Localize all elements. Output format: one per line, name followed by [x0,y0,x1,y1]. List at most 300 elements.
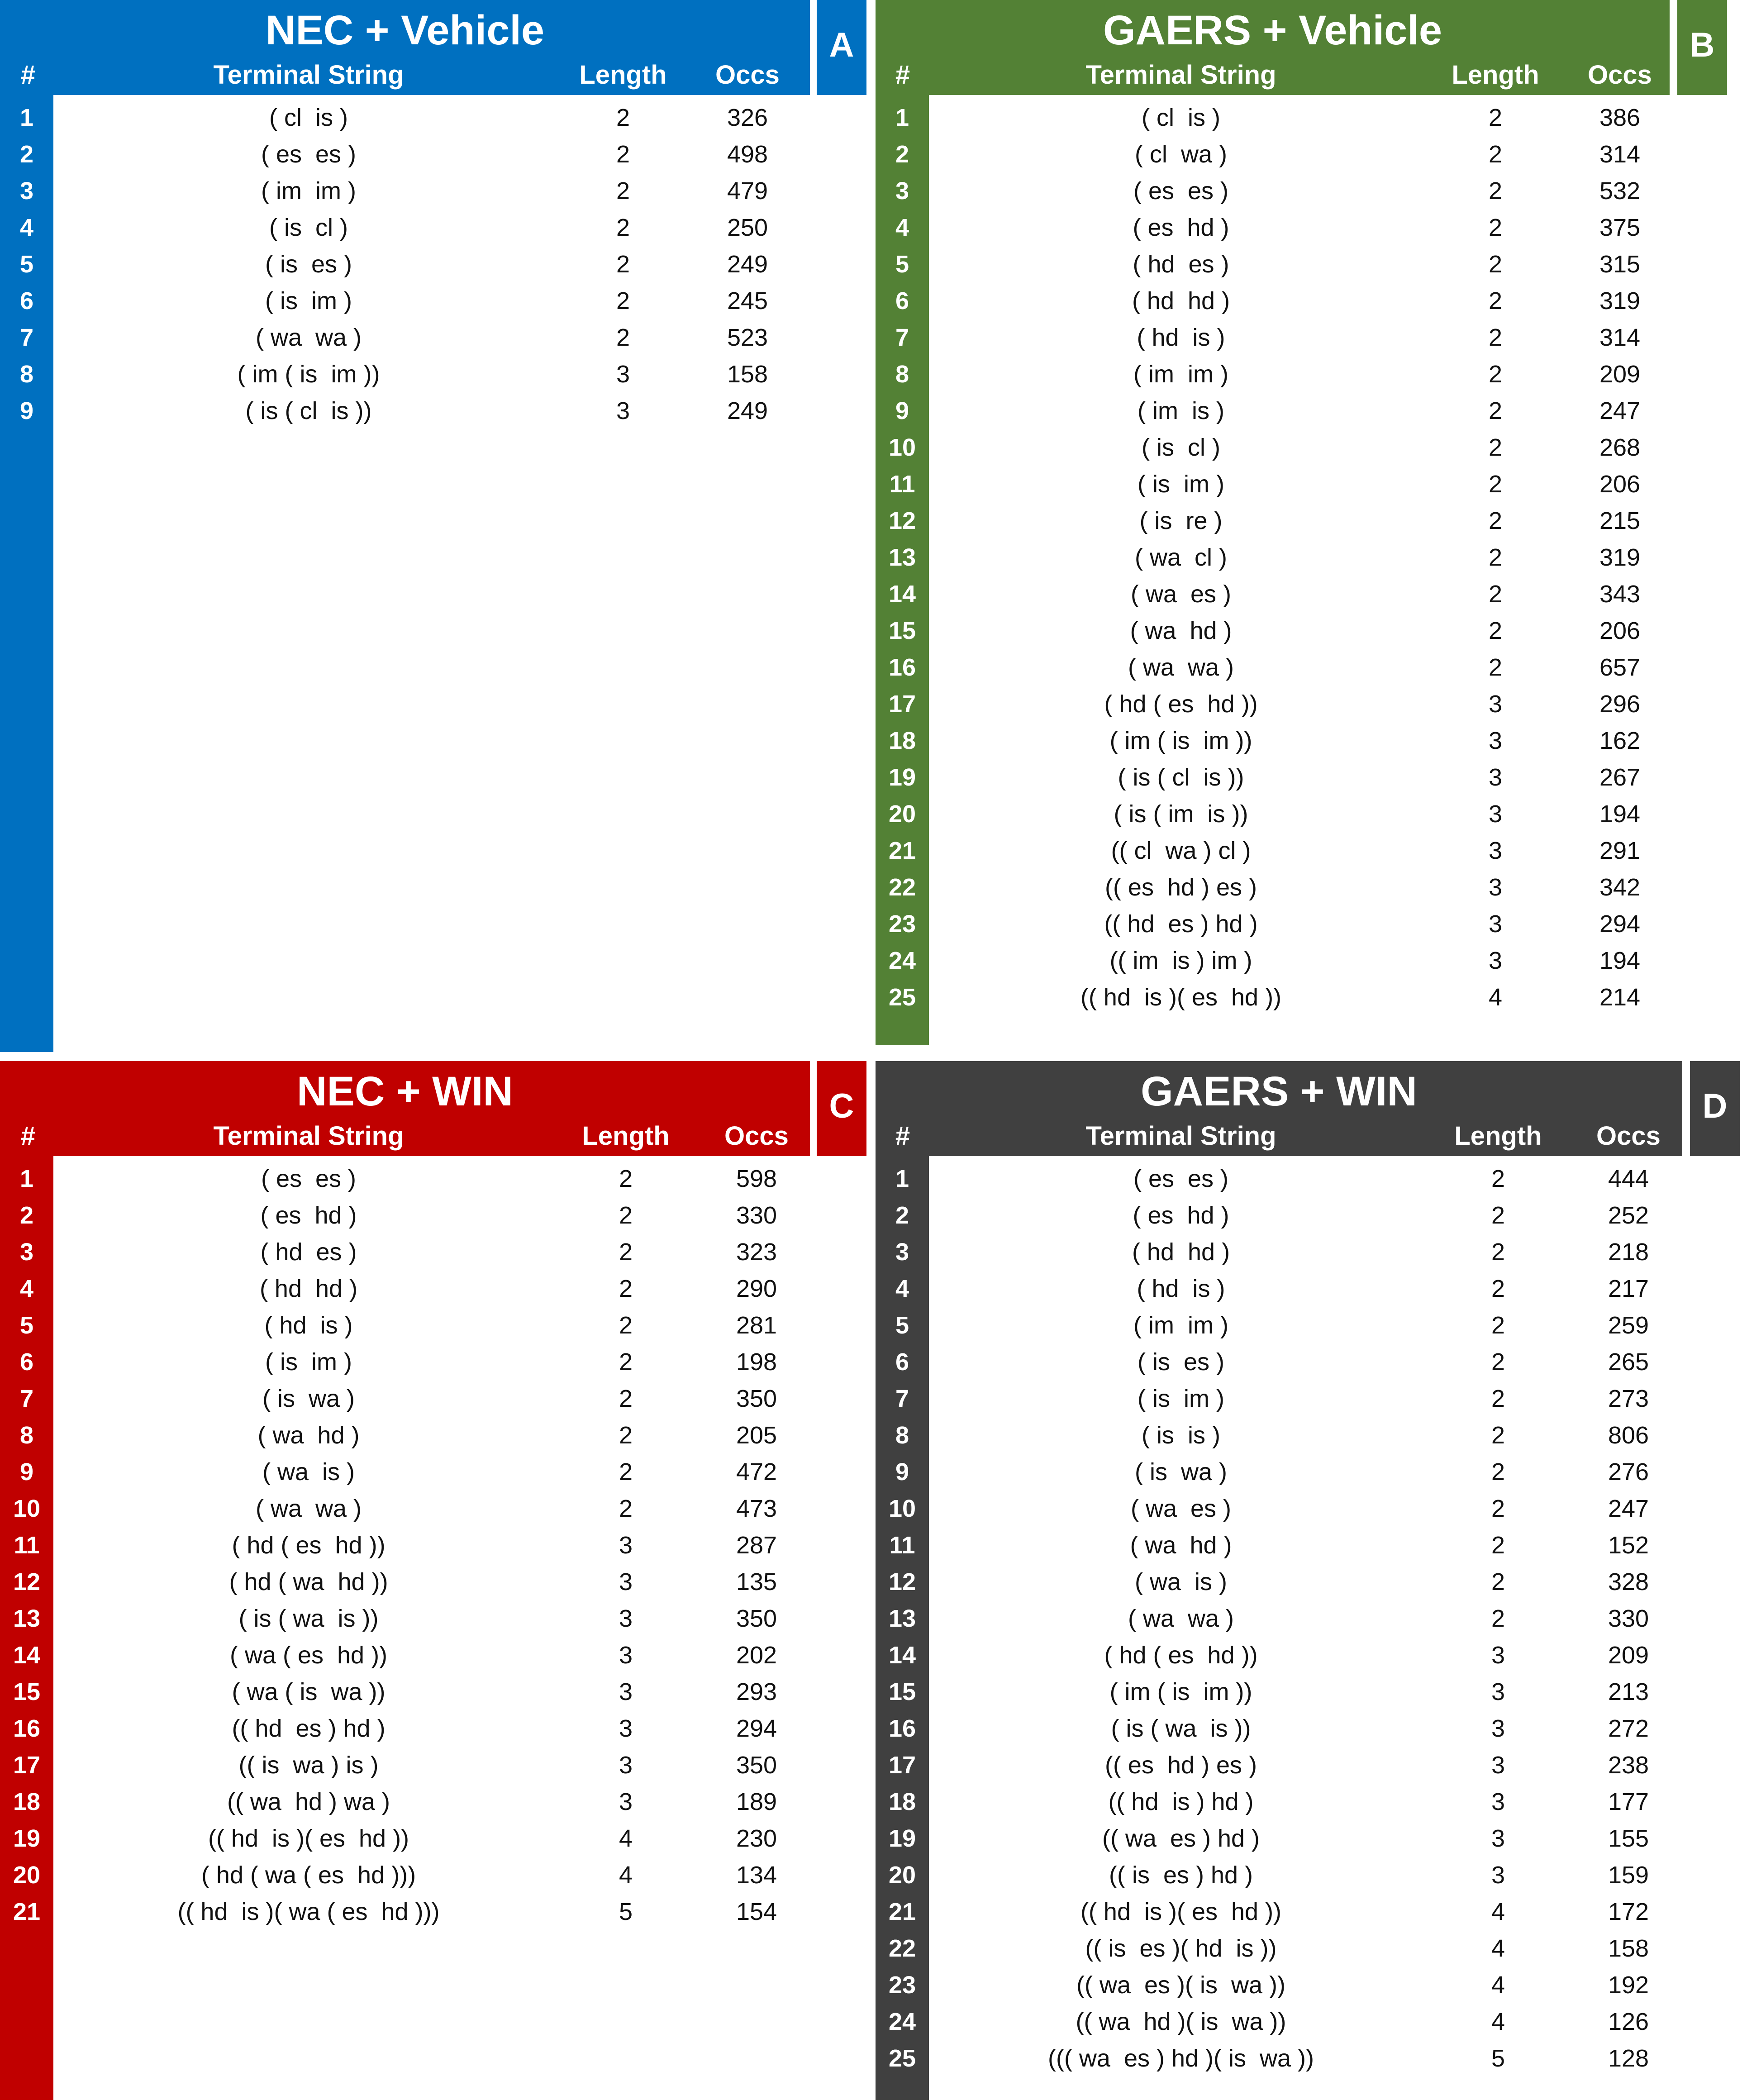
terminal-string: ( im ( is im )) [1109,727,1252,754]
length-value: 4 [1491,1935,1505,1962]
length-value: 2 [1488,287,1503,314]
table-row [876,466,1742,502]
row-index: 16 [888,654,916,681]
terminal-string: ( wa wa ) [255,324,362,351]
table-row [876,210,1742,246]
row-index: 16 [13,1715,41,1742]
occs-value: 350 [736,1385,777,1412]
occs-value: 314 [1599,324,1641,351]
occs-value: 128 [1608,2045,1649,2072]
terminal-string: ( is is ) [1142,1422,1220,1449]
terminal-string: ( is cl ) [1142,434,1220,461]
occs-value: 158 [1608,1935,1649,1962]
length-value: 2 [1488,104,1503,131]
terminal-string: ( cl is ) [269,104,348,131]
table-row [876,686,1742,722]
terminal-string: ( is im ) [265,1348,352,1376]
occs-value: 479 [727,177,768,205]
length-value: 2 [619,1458,633,1486]
terminal-string: ( is ( cl is )) [245,397,372,424]
occs-value: 268 [1599,434,1641,461]
row-index: 24 [888,2008,916,2035]
length-value: 2 [619,1495,633,1522]
table-row [0,210,866,246]
length-value: 3 [1491,1642,1505,1669]
row-index: 18 [13,1788,41,1815]
length-value: 2 [1488,361,1503,388]
panel-title: GAERS + Vehicle [1103,7,1442,53]
length-value: 2 [616,104,630,131]
occs-value: 328 [1608,1568,1649,1595]
table-row [876,1967,1742,2003]
row-index: 20 [13,1862,41,1889]
row-index: 7 [895,1385,909,1412]
row-index: 11 [14,1532,40,1559]
occs-value: 498 [727,141,768,168]
terminal-string: ( wa is ) [262,1458,355,1486]
occs-value: 273 [1608,1385,1649,1412]
table-row [0,1527,866,1563]
row-index: 4 [895,1275,909,1302]
row-index: 6 [895,1348,909,1376]
row-index: 2 [895,1202,909,1229]
terminal-string: ( wa es ) [1130,1495,1232,1522]
row-index: 18 [888,1788,916,1815]
row-index: 6 [19,287,34,314]
terminal-string: ( is re ) [1139,507,1223,534]
table-row [0,393,866,429]
length-value: 2 [1491,1568,1505,1595]
table-row [0,1307,866,1343]
occs-value: 158 [727,361,768,388]
row-index: 6 [895,287,909,314]
row-index: 9 [895,397,909,424]
occs-value: 342 [1599,874,1641,901]
length-value: 2 [1488,214,1503,241]
terminal-string: ( es es ) [1133,177,1229,205]
table-row [876,979,1742,1015]
table-row [876,723,1742,759]
occs-value: 290 [736,1275,777,1302]
col-header-occs: Occs [715,60,780,90]
table-row [876,1674,1742,1710]
row-index: 1 [19,1165,34,1192]
terminal-string: (( hd is ) hd ) [1108,1788,1254,1815]
terminal-string: ( is ( im is )) [1114,800,1248,828]
table-row [0,173,866,209]
table-row [876,1564,1742,1600]
length-value: 2 [1488,141,1503,168]
occs-value: 155 [1608,1825,1649,1852]
length-value: 2 [1488,654,1503,681]
length-value: 2 [619,1312,633,1339]
row-index: 10 [888,434,916,461]
table-row [0,136,866,172]
length-value: 3 [1488,727,1503,754]
table-row [876,943,1742,979]
row-index: 15 [888,617,916,644]
table-row [876,1857,1742,1893]
terminal-string: (( is wa ) is ) [238,1752,379,1779]
length-value: 3 [1491,1788,1505,1815]
length-value: 2 [616,287,630,314]
occs-value: 245 [727,287,768,314]
table-row [876,393,1742,429]
length-value: 2 [619,1202,633,1229]
length-value: 2 [619,1165,633,1192]
occs-value: 343 [1599,581,1641,608]
length-value: 2 [616,324,630,351]
length-value: 2 [1488,251,1503,278]
length-value: 3 [1488,910,1503,938]
length-value: 2 [1491,1165,1505,1192]
length-value: 2 [616,251,630,278]
table-row [876,100,1742,136]
length-value: 3 [1491,1678,1505,1705]
row-index: 20 [888,800,916,828]
occs-value: 323 [736,1238,777,1266]
row-index: 25 [888,984,916,1011]
table-row [0,1454,866,1490]
row-index: 5 [19,1312,34,1339]
row-index: 3 [895,177,909,205]
occs-value: 472 [736,1458,777,1486]
length-value: 3 [1491,1825,1505,1852]
terminal-string: ( is ( wa is )) [238,1605,379,1632]
terminal-string: ( hd is ) [1137,1275,1225,1302]
row-index: 20 [888,1862,916,1889]
table-row [876,759,1742,795]
terminal-string: ( is wa ) [262,1385,355,1412]
terminal-string: ( cl wa ) [1134,141,1228,168]
terminal-string: ( is wa ) [1134,1458,1228,1486]
col-header-index: # [895,60,910,90]
occs-value: 135 [736,1568,777,1595]
length-value: 2 [1488,177,1503,205]
row-index: 14 [888,581,916,608]
length-value: 2 [1491,1458,1505,1486]
col-header-string: Terminal String [213,1121,404,1151]
occs-value: 259 [1608,1312,1649,1339]
length-value: 3 [1491,1752,1505,1779]
occs-value: 267 [1599,764,1641,791]
terminal-string: ( hd ( wa ( es hd ))) [201,1862,416,1889]
length-value: 3 [619,1788,633,1815]
table-row [0,1490,866,1527]
table-row [0,1271,866,1307]
row-index: 8 [895,1422,909,1449]
table-row [876,319,1742,356]
table-row [0,1417,866,1453]
occs-value: 215 [1599,507,1641,534]
row-index: 14 [888,1642,916,1669]
length-value: 4 [1491,1971,1505,1999]
length-value: 3 [616,397,630,424]
table-row [876,1784,1742,1820]
row-index: 9 [19,397,34,424]
table-row [876,649,1742,686]
terminal-string: ( hd hd ) [259,1275,358,1302]
terminal-string: ( is es ) [265,251,352,278]
occs-value: 330 [1608,1605,1649,1632]
table-row [0,1600,866,1637]
table-row [876,1454,1742,1490]
occs-value: 252 [1608,1202,1649,1229]
terminal-string: (( cl wa ) cl ) [1111,837,1251,864]
length-value: 3 [619,1678,633,1705]
occs-value: 192 [1608,1971,1649,1999]
terminal-string: ( es es ) [261,1165,357,1192]
table-row [876,576,1742,612]
occs-value: 172 [1608,1898,1649,1925]
terminal-string: (( is es ) hd ) [1109,1862,1253,1889]
panel-letter: A [817,0,866,95]
table-row [876,356,1742,392]
occs-value: 206 [1599,617,1641,644]
length-value: 3 [619,1532,633,1559]
col-header-length: Length [1452,60,1539,90]
length-value: 2 [1488,544,1503,571]
row-index: 3 [19,1238,34,1266]
row-index: 19 [888,764,916,791]
terminal-string: ( wa es ) [1130,581,1232,608]
length-value: 2 [1488,581,1503,608]
row-index: 7 [19,1385,34,1412]
col-header-index: # [895,1121,910,1151]
table-row [0,1381,866,1417]
terminal-string: (( wa es )( is wa )) [1076,1971,1286,1999]
occs-value: 315 [1599,251,1641,278]
terminal-string: ( is im ) [265,287,352,314]
table-row [876,283,1742,319]
occs-value: 473 [736,1495,777,1522]
occs-value: 330 [736,1202,777,1229]
table-row [0,283,866,319]
occs-value: 350 [736,1605,777,1632]
table-row [876,1527,1742,1563]
row-index: 16 [888,1715,916,1742]
row-index: 14 [13,1642,41,1669]
table-row [876,1234,1742,1270]
table-row [876,539,1742,576]
row-index: 11 [889,1532,915,1559]
terminal-string: (( wa hd )( is wa )) [1076,2008,1286,2035]
terminal-string: ( wa wa ) [255,1495,362,1522]
table-row [876,1490,1742,1527]
length-value: 3 [1488,837,1503,864]
terminal-string: ( es es ) [261,141,357,168]
table-row [876,1930,1742,1967]
occs-value: 598 [736,1165,777,1192]
terminal-string: (( im is ) im ) [1109,947,1252,974]
row-index: 5 [19,251,34,278]
panel-letter: D [1690,1061,1740,1156]
terminal-string: ( wa wa ) [1128,1605,1234,1632]
panel-title-bar [0,0,810,95]
row-index: 9 [895,1458,909,1486]
occs-value: 247 [1608,1495,1649,1522]
table-row [876,2004,1742,2040]
occs-value: 265 [1608,1348,1649,1376]
table-row [0,1197,866,1233]
panel-title: NEC + WIN [297,1068,513,1114]
panel-title-bar [876,0,1670,95]
occs-value: 319 [1599,544,1641,571]
terminal-string: ( is cl ) [269,214,348,241]
row-index: 13 [888,1605,916,1632]
table-row [876,1600,1742,1637]
table-row [0,246,866,282]
row-index: 6 [19,1348,34,1376]
table-row [876,1710,1742,1747]
row-index: 1 [19,104,34,131]
length-value: 3 [1491,1862,1505,1889]
occs-value: 386 [1599,104,1641,131]
length-value: 2 [619,1422,633,1449]
row-index: 21 [13,1898,41,1925]
table-row [0,100,866,136]
terminal-string: ( hd ( es hd )) [1104,690,1258,718]
table-row [876,429,1742,466]
length-value: 2 [619,1238,633,1266]
row-index: 3 [895,1238,909,1266]
occs-value: 294 [736,1715,777,1742]
row-index: 24 [888,947,916,974]
occs-value: 319 [1599,287,1641,314]
table-row [876,246,1742,282]
row-index: 3 [19,177,34,205]
terminal-string: (( hd is )( es hd )) [208,1825,409,1852]
panel-letter: B [1677,0,1727,95]
row-index: 11 [889,471,915,498]
terminal-string: ( hd ( wa hd )) [229,1568,388,1595]
table-row [876,613,1742,649]
occs-value: 326 [727,104,768,131]
col-header-occs: Occs [724,1121,789,1151]
table-row [876,1820,1742,1857]
occs-value: 154 [736,1898,777,1925]
terminal-string: ( hd es ) [260,1238,357,1266]
panel-gaers-win [876,1061,1742,2100]
table-row [876,1271,1742,1307]
length-value: 2 [1491,1202,1505,1229]
row-index: 21 [888,1898,916,1925]
row-index: 17 [888,690,916,718]
occs-value: 214 [1599,984,1641,1011]
occs-value: 194 [1599,800,1641,828]
length-value: 3 [619,1568,633,1595]
table-row [0,1820,866,1857]
row-index: 8 [19,361,34,388]
occs-value: 247 [1599,397,1641,424]
row-index: 15 [888,1678,916,1705]
row-index: 7 [895,324,909,351]
length-value: 2 [1491,1385,1505,1412]
occs-value: 217 [1608,1275,1649,1302]
panel-title: GAERS + WIN [1141,1068,1417,1114]
occs-value: 213 [1608,1678,1649,1705]
length-value: 2 [1488,617,1503,644]
terminal-string: (( wa es ) hd ) [1102,1825,1260,1852]
occs-value: 134 [736,1862,777,1889]
row-index: 4 [19,214,34,241]
table-row [0,1344,866,1380]
terminal-string: (( hd es ) hd ) [232,1715,386,1742]
occs-value: 249 [727,251,768,278]
terminal-string: ( wa ( is wa )) [232,1678,386,1705]
col-header-index: # [20,1121,36,1151]
terminal-string: ( wa hd ) [1130,1532,1232,1559]
occs-value: 159 [1608,1862,1649,1889]
length-value: 2 [616,141,630,168]
row-index: 8 [895,361,909,388]
length-value: 2 [1491,1348,1505,1376]
length-value: 2 [1491,1312,1505,1339]
terminal-string: ( im ( is im )) [237,361,380,388]
occs-value: 281 [736,1312,777,1339]
occs-value: 350 [736,1752,777,1779]
row-index: 5 [895,1312,909,1339]
row-index: 15 [13,1678,41,1705]
row-index: 2 [895,141,909,168]
occs-value: 444 [1608,1165,1649,1192]
occs-value: 249 [727,397,768,424]
terminal-string: ( is im ) [1138,471,1224,498]
table-row [0,1784,866,1820]
length-value: 2 [1491,1495,1505,1522]
occs-value: 202 [736,1642,777,1669]
terminal-string: ( wa cl ) [1134,544,1228,571]
length-value: 5 [619,1898,633,1925]
table-row [876,1161,1742,1197]
length-value: 3 [1488,764,1503,791]
table-row [0,1674,866,1710]
col-header-occs: Occs [1596,1121,1661,1151]
table-row [876,503,1742,539]
col-header-occs: Occs [1588,60,1652,90]
table-row [876,1381,1742,1417]
terminal-string: ( hd hd ) [1132,287,1230,314]
terminal-string: (( is es )( hd is )) [1085,1935,1277,1962]
row-index: 8 [19,1422,34,1449]
occs-value: 209 [1599,361,1641,388]
length-value: 3 [1488,947,1503,974]
table-row [876,1307,1742,1343]
table-row [876,2040,1742,2076]
table-row [0,1747,866,1783]
occs-value: 189 [736,1788,777,1815]
row-index: 12 [888,1568,916,1595]
table-row [876,833,1742,869]
table-row [876,1417,1742,1453]
row-index: 4 [19,1275,34,1302]
terminal-string: (( wa hd ) wa ) [227,1788,390,1815]
occs-value: 314 [1599,141,1641,168]
terminal-string: ( wa hd ) [1130,617,1232,644]
terminal-string: ( wa hd ) [257,1422,360,1449]
table-row [876,1894,1742,1930]
row-index: 22 [888,874,916,901]
terminal-string: (( es hd ) es ) [1104,874,1257,901]
length-value: 3 [616,361,630,388]
length-value: 3 [619,1715,633,1742]
terminal-string: ( is es ) [1137,1348,1225,1376]
table-row [0,1637,866,1673]
terminal-string: ( is ( wa is )) [1111,1715,1251,1742]
col-header-length: Length [579,60,667,90]
length-value: 3 [1488,800,1503,828]
terminal-string: ( hd ( es hd )) [232,1532,386,1559]
